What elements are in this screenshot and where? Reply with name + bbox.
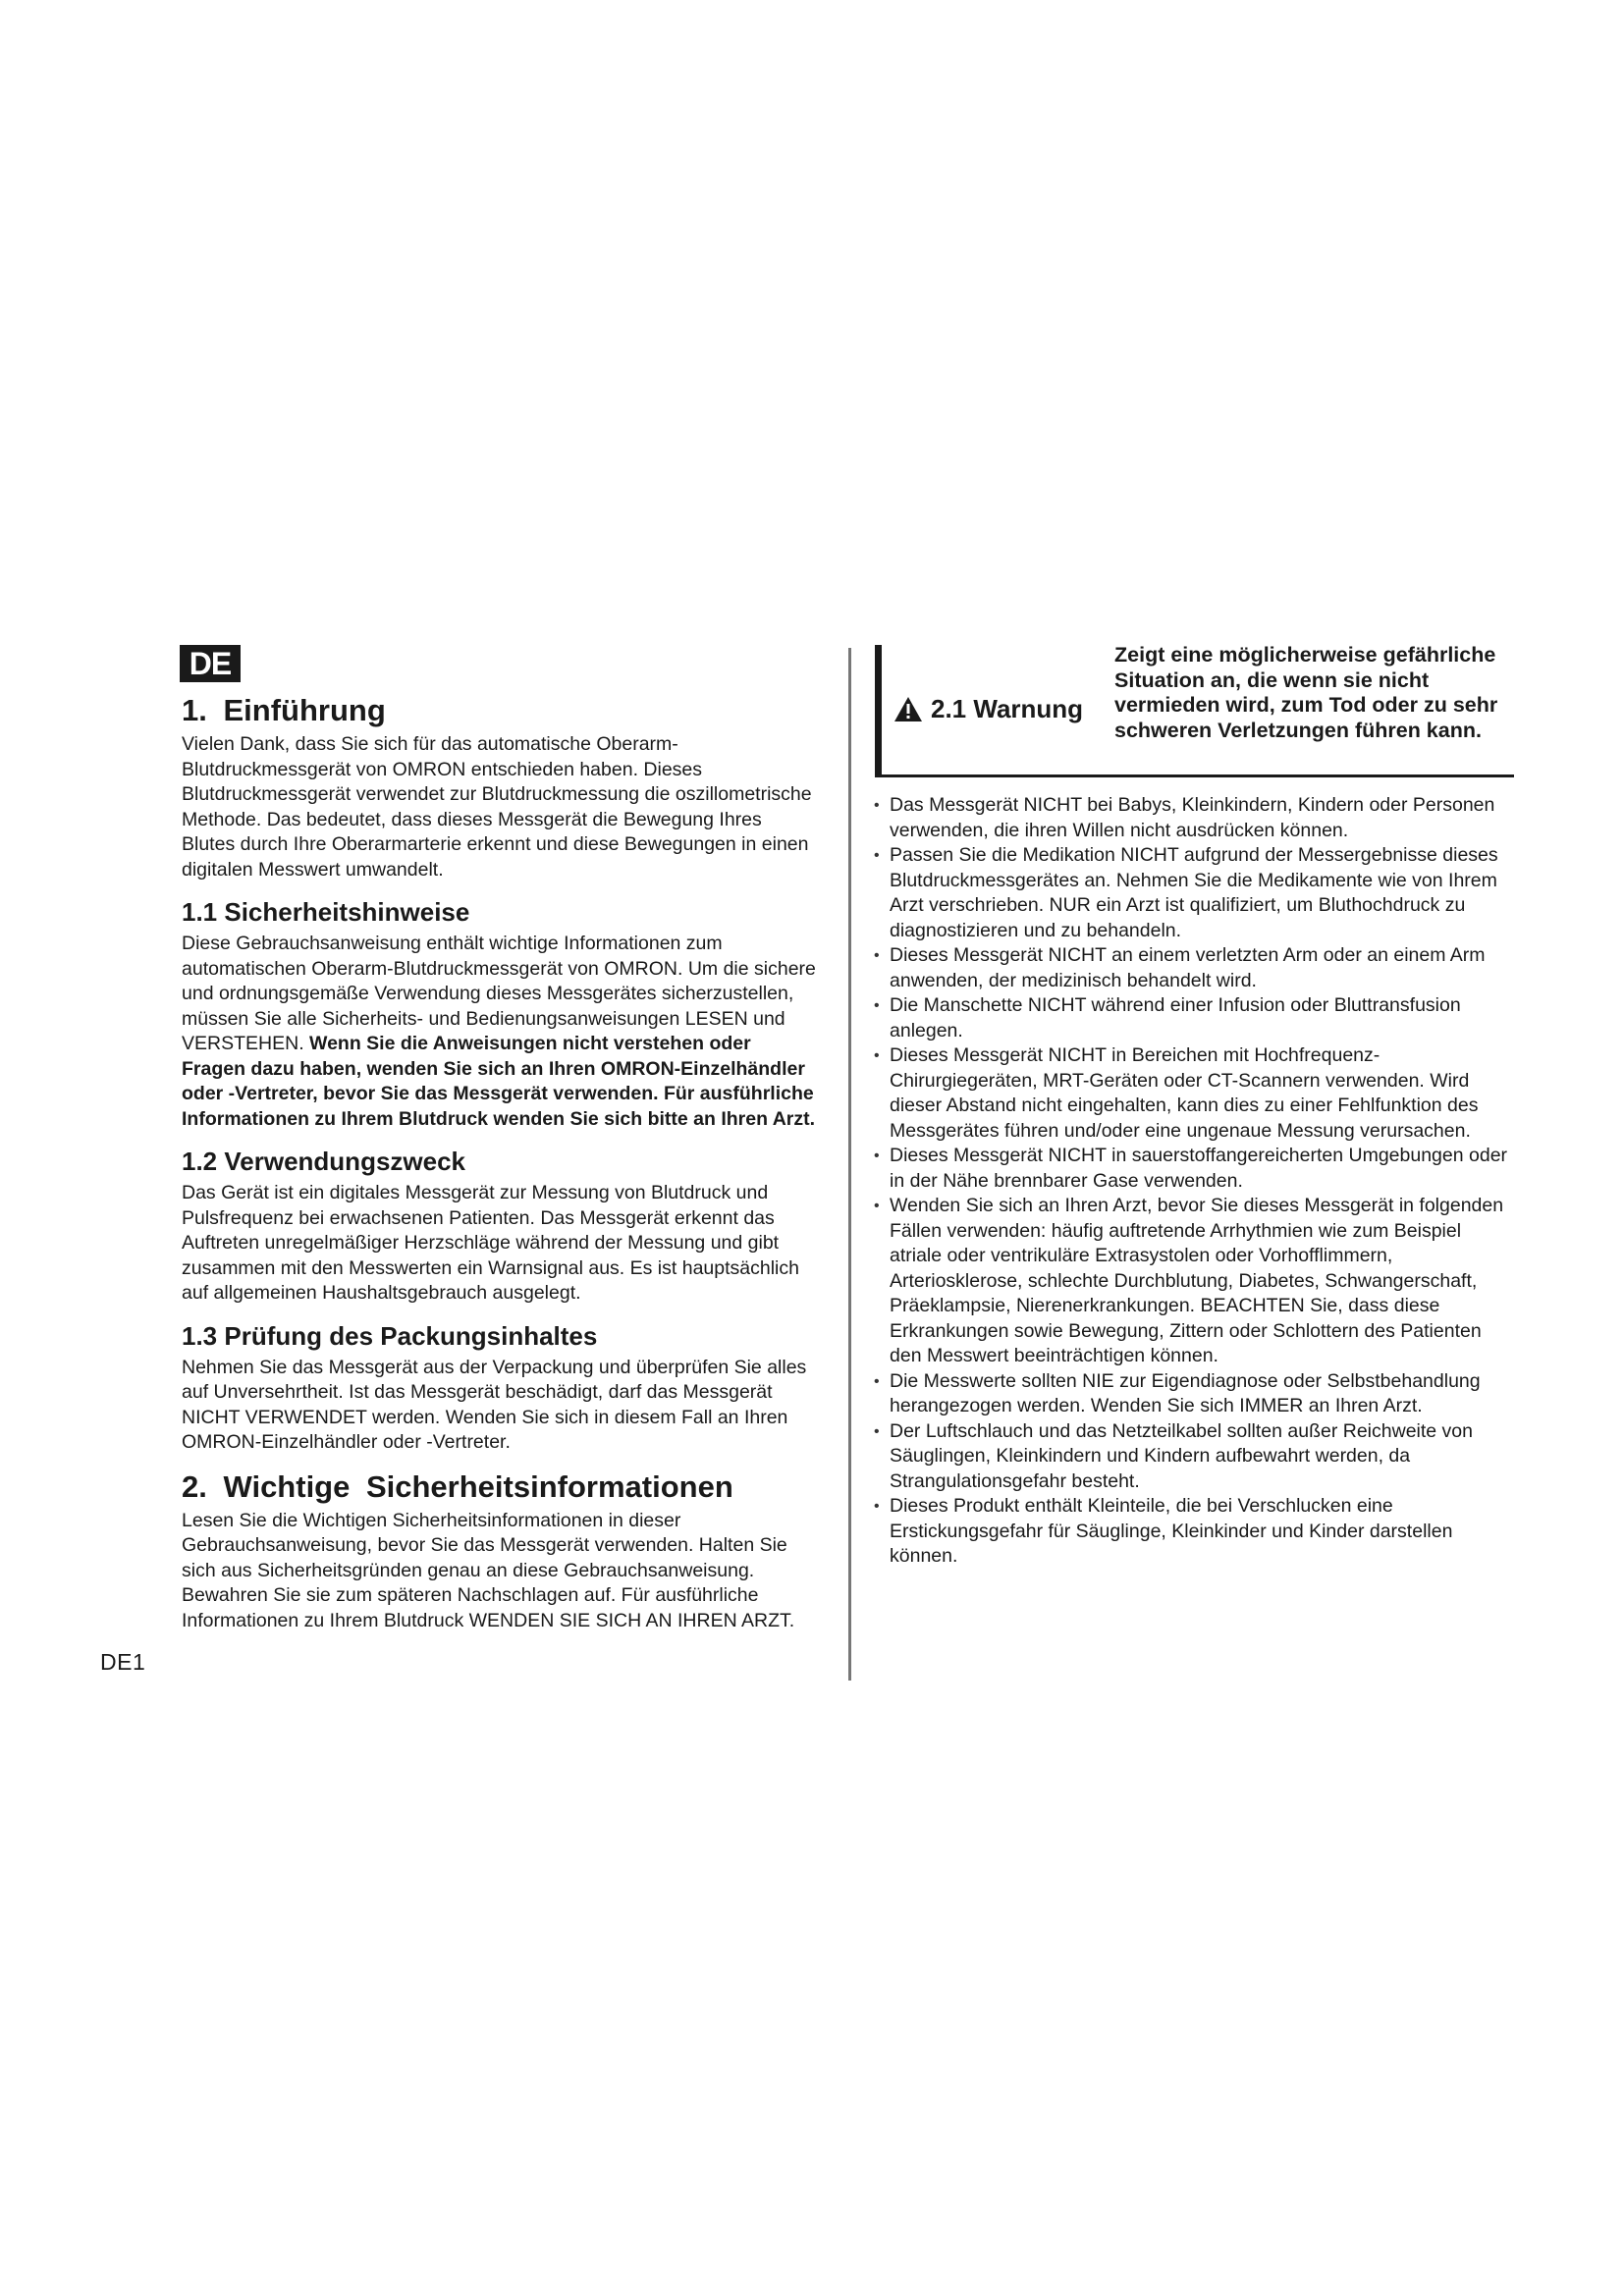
heading-intended-use: 1.2 Verwendungszweck [182,1147,466,1176]
text-important-safety: Lesen Sie die Wichtigen Sicherheitsinformationen in dieser Gebrauchsanweisung, bevor Sie das Messgerät verwenden. Halten Sie sich aus Sicherheitsgründen genau an diese Gebrauchsanweisung. Bewahren Sie sie zum späteren Nachschlagen auf. Für ausführliche Informationen zu Ihrem Blutdruck WENDEN SIE SICH AN IHREN ARZT. [182,1509,795,1631]
text-introduction: Vielen Dank, dass Sie sich für das automatische Oberarm-Blutdruckmessgerät von OMRON entschieden haben. Dieses Blutdruckmessgerät verwendet zur Blutdruckmessung die oszillometrische Methode. Das bedeutet, dass dieses Messgerät die Bewegung Ihres Blutes durch Ihre Oberarmarterie erkennt und diese Bewegungen in einen digitalen Messwert umwandelt. [182,733,812,881]
section-introduction [182,693,820,882]
right-column [872,645,1510,1570]
section-intended-use [182,1146,820,1307]
warning-description: Zeigt eine möglicherweise gefährliche Situation an, die wenn sie nicht vermieden wird, zum Tod oder zu sehr schweren Verletzungen führen kann. [1114,643,1498,742]
warning-triangle-icon [893,696,923,722]
warning-bullet-item: • Der Luftschlauch und das Netzteilkabel sollten außer Reichweite von Säuglingen, Kleinkindern und Kindern aufbewahrt werden, da Strangulationsgefahr besteht. [872,1419,1510,1495]
page-number: DE1 [100,1649,146,1675]
heading-package-check: 1.3 Prüfung des Packungsinhaltes [182,1320,598,1351]
text-safety-notes [182,932,820,1132]
warning-title-text: 2.1 Warnung [931,694,1084,723]
warning-bullet-item: • Dieses Messgerät NICHT in Bereichen mit Hochfrequenz-Chirurgiegeräten, MRT-Geräten oder CT-Scannern verwenden. Wird dieser Abstand nicht eingehalten, kann dies zu einer Fehlfunktion des Messgerätes führen und/oder eine ungenaue Messung verursachen. [872,1043,1510,1144]
column-divider [848,648,851,1681]
left-column [182,693,820,1647]
section-safety-notes [182,896,820,1132]
text-package-check: Nehmen Sie das Messgerät aus der Verpackung und überprüfen Sie alles auf Unversehrtheit. Ist das Messgerät beschädigt, darf das Messgerät NICHT VERWENDET werden. Wenden Sie sich in diesem Fall an Ihren OMRON-Einzelhändler oder -Vertreter. [182,1356,807,1453]
warning-title [893,694,1083,724]
heading-introduction: 1. Einführung [182,693,386,727]
text-safety-notes-regular: Diese Gebrauchsanweisung enthält wichtige Informationen zum automatischen Oberarm-Blutdruckmessgerät von OMRON. Um die sichere und ordnungsgemäße Verwendung dieses Messgerätes sicherzustellen, müssen Sie alle Sicherheits- und Bedienungsanweisungen LESEN und VERSTEHEN. [182,933,816,1054]
warning-bullet-item: • Dieses Produkt enthält Kleinteile, die bei Verschlucken eine Erstickungsgefahr für Säuglinge, Kleinkinder und Kinder darstellen können. [872,1494,1510,1570]
section-important-safety [182,1469,820,1634]
warning-bullet-item: • Dieses Messgerät NICHT an einem verletzten Arm oder an einem Arm anwenden, der medizinisch behandelt wird. [872,943,1510,993]
warning-bullet-item: • Passen Sie die Medikation NICHT aufgrund der Messergebnisse dieses Blutdruckmessgerätes an. Nehmen Sie die Medikamente wie von Ihrem Arzt verschrieben. NUR ein Arzt ist qualifiziert, um Bluthochdruck zu diagnostizieren und zu behandeln. [872,843,1510,943]
language-badge: DE [180,645,241,682]
section-package-check [182,1320,820,1456]
heading-safety-notes: 1.1 Sicherheitshinweise [182,897,470,927]
warning-box [875,645,1514,777]
text-intended-use: Das Gerät ist ein digitales Messgerät zur Messung von Blutdruck und Pulsfrequenz bei erwachsenen Patienten. Das Messgerät erkennt das Auftreten unregelmäßiger Herzschläge während der Messung und gibt zusammen mit den Messwerten ein Warnsignal aus. Es ist hauptsächlich auf allgemeinen Haushaltsgebrauch ausgelegt. [182,1182,799,1304]
warning-bullet-item: • Die Manschette NICHT während einer Infusion oder Bluttransfusion anlegen. [872,993,1510,1043]
warning-bullet-item: • Die Messwerte sollten NIE zur Eigendiagnose oder Selbstbehandlung herangezogen werden. Wenden Sie sich IMMER an Ihren Arzt. [872,1369,1510,1419]
heading-important-safety: 2. Wichtige Sicherheitsinformationen [182,1468,733,1504]
warning-bullet-item: • Dieses Messgerät NICHT in sauerstoffangereicherten Umgebungen oder in der Nähe brennbarer Gase verwenden. [872,1144,1510,1194]
warning-bullet-item: • Das Messgerät NICHT bei Babys, Kleinkindern, Kindern oder Personen verwenden, die ihren Willen nicht ausdrücken können. [872,793,1510,843]
warning-bullet-item: • Wenden Sie sich an Ihren Arzt, bevor Sie dieses Messgerät in folgenden Fällen verwenden: häufig auftretende Arrhythmien wie zum Beispiel atriale oder ventrikuläre Extrasystolen oder Vorhofflimmern, Arteriosklerose, schlechte Durchblutung, Diabetes, Schwangerschaft, Präeklampsie, Nierenerkrankungen. BEACHTEN Sie, dass diese Erkrankungen sowie Bewegung, Zittern oder Schlottern des Patienten den Messwert beeinträchtigen können. [872,1194,1510,1369]
warning-bullet-list [872,793,1510,1570]
text-safety-notes-bold: Wenn Sie die Anweisungen nicht verstehen oder Fragen dazu haben, wenden Sie sich an Ihren OMRON-Einzelhändler oder -Vertreter, bevor Sie das Messgerät verwenden. Für ausführliche Informationen zu Ihrem Blutdruck wenden Sie sich bitte an Ihren Arzt. [182,1033,816,1130]
